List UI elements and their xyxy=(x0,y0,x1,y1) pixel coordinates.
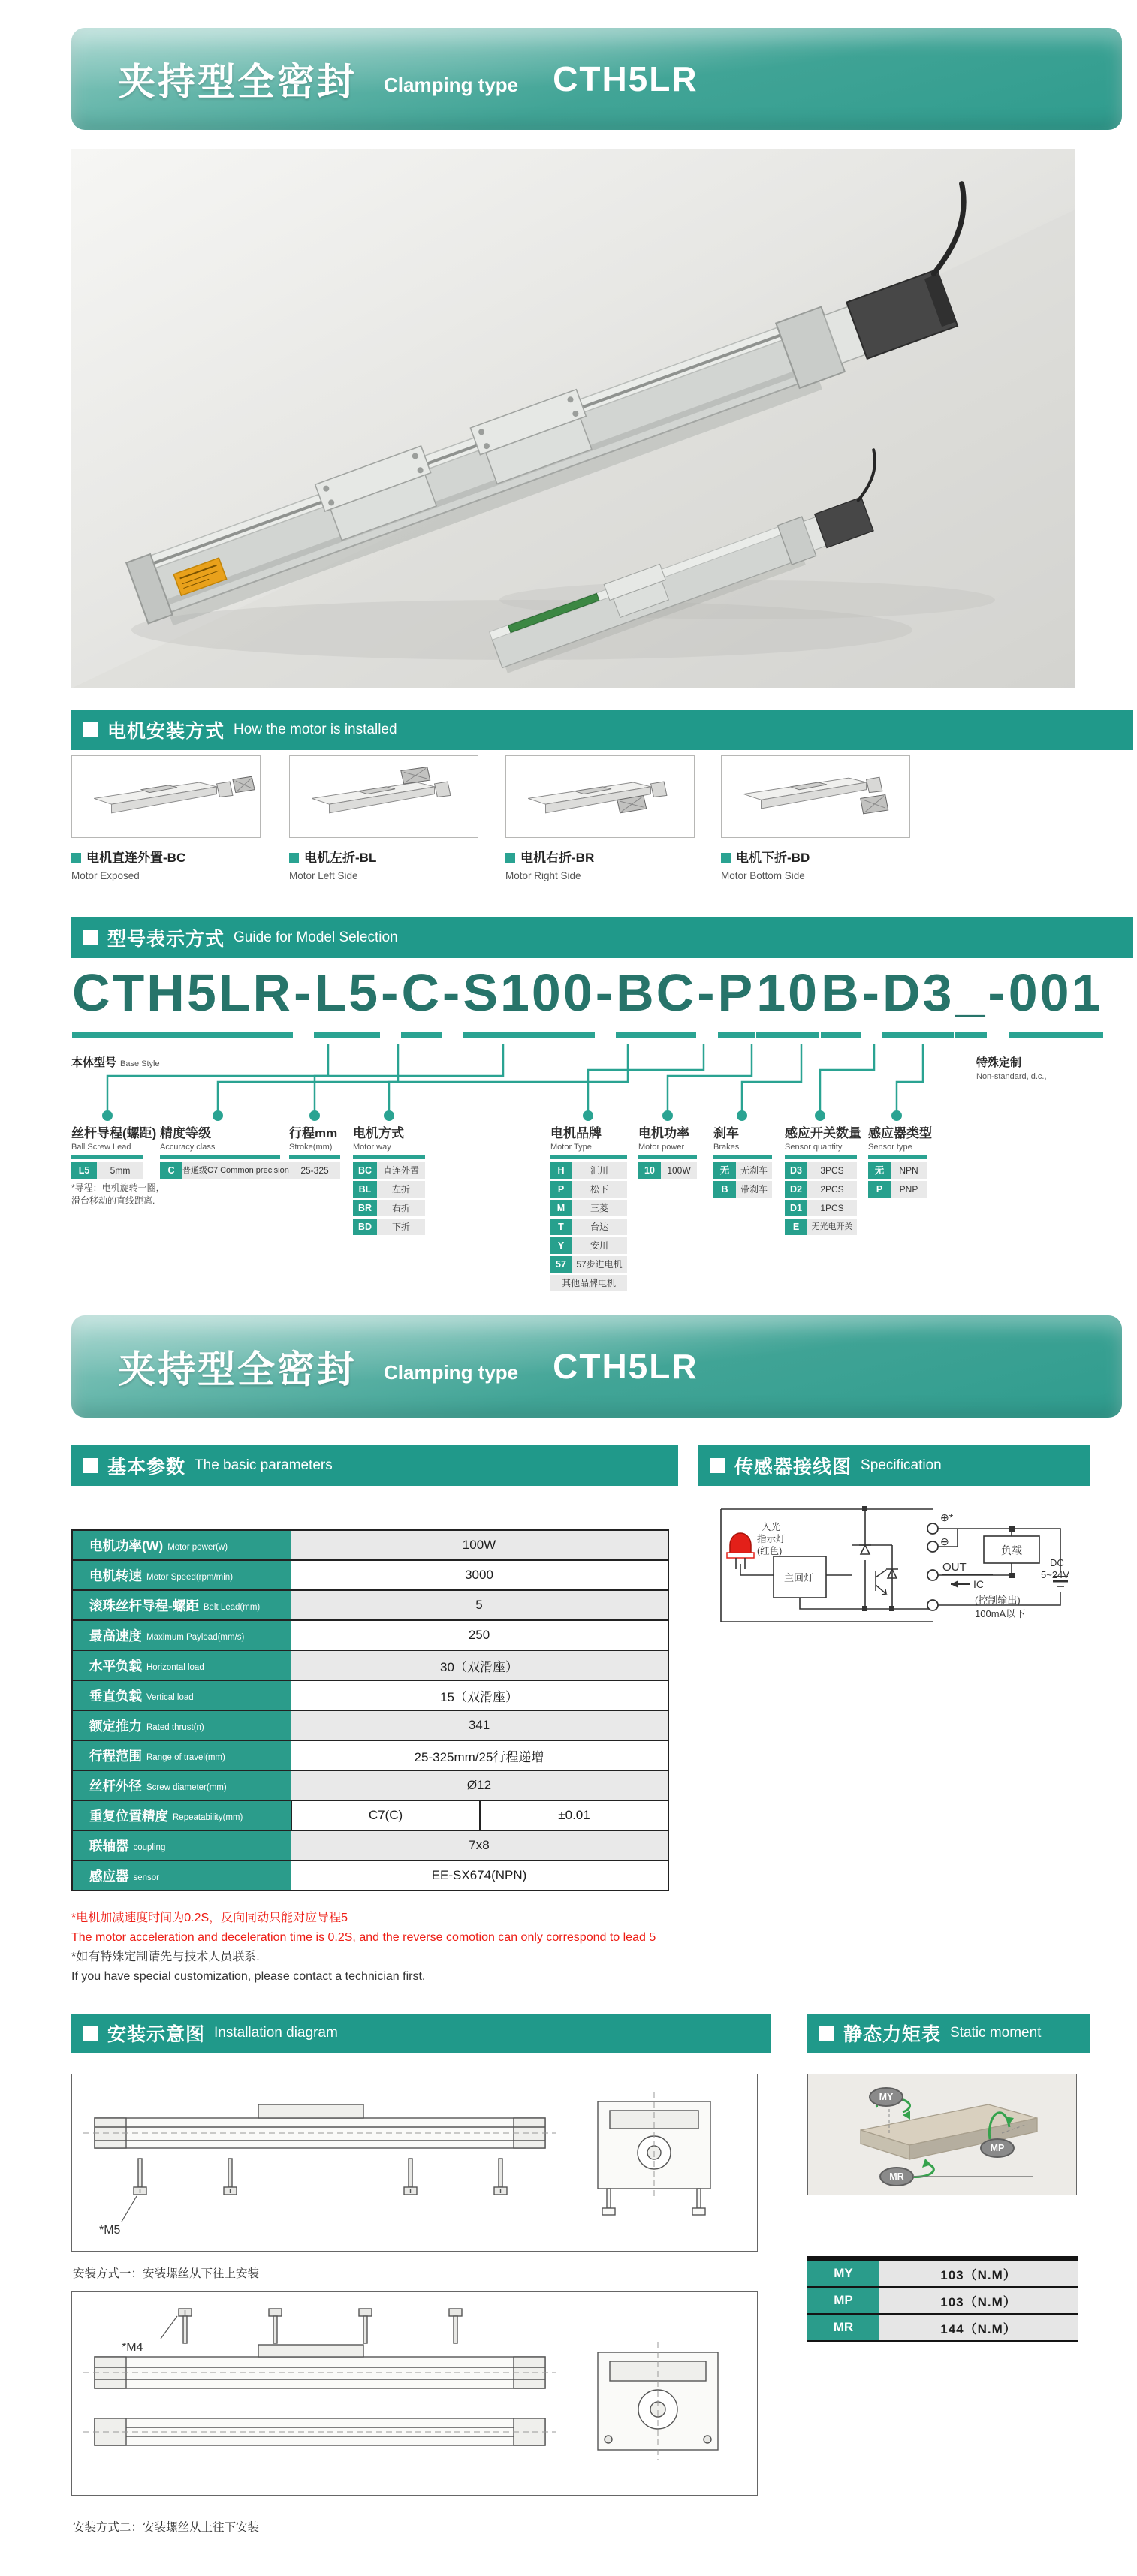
special-custom-cn: 特殊定制 xyxy=(976,1056,1022,1069)
code-seg-brand: P xyxy=(718,963,755,1038)
option-key: BR xyxy=(353,1200,377,1216)
moment-row-mr: MR 144（N.M） xyxy=(807,2315,1078,2342)
code-seg-power: 10 xyxy=(756,963,819,1038)
table-row: 最高速度 Maximum Payload(mm/s) 250 xyxy=(73,1621,668,1651)
group-sensor-qty xyxy=(785,1122,861,1237)
banner-type-en: Clamping type xyxy=(384,73,519,96)
group-rule xyxy=(550,1155,627,1159)
motor-way-card-br xyxy=(505,755,695,881)
section-title-en: Static moment xyxy=(950,2025,1042,2041)
option-key: Y xyxy=(550,1237,572,1254)
note-red-en: The motor acceleration and deceleration time is 0.2S, and the reverse comotion can only correspond to lead 5 xyxy=(71,1931,656,1944)
code-seg-sensortype: _ xyxy=(955,963,987,1038)
group-title-cn: 电机功率 xyxy=(638,1126,689,1140)
group-rule xyxy=(353,1155,425,1159)
static-moment-image xyxy=(807,2074,1077,2195)
option-key: BL xyxy=(353,1181,377,1198)
table-row: 电机转速 Motor Speed(rpm/min) 3000 xyxy=(73,1561,668,1591)
group-title-cn: 刹车 xyxy=(713,1126,739,1140)
option-key: M xyxy=(550,1200,572,1216)
group-stroke xyxy=(289,1122,340,1181)
code-separator: - xyxy=(595,963,616,1022)
option-value: 57步进电机 xyxy=(572,1256,627,1273)
led-label-2: 指示灯 xyxy=(757,1534,786,1544)
motor-way-card-bl xyxy=(289,755,478,881)
table-row-repeatability: 重复位置精度 Repeatability(mm) C7(C) ±0.01 xyxy=(73,1801,668,1831)
ic-label: IC xyxy=(973,1578,984,1590)
option-value: 带刹车 xyxy=(736,1181,772,1198)
group-title-en: Motor way xyxy=(353,1143,391,1152)
option-value: 3PCS xyxy=(807,1162,857,1179)
section-title-cn: 静态力矩表 xyxy=(843,2024,942,2045)
option-key: P xyxy=(550,1181,572,1198)
code-seg-accuracy: C xyxy=(401,963,442,1038)
section-square-icon xyxy=(83,722,98,737)
code-seg-motorway: BC xyxy=(616,963,696,1038)
main-circuit-label: 主回灯 xyxy=(784,1572,814,1583)
installation-box-2 xyxy=(71,2291,758,2496)
option-value: 1PCS xyxy=(807,1200,857,1216)
section-title-en: How the motor is installed xyxy=(234,722,397,737)
plus-terminal-label: ⊕* xyxy=(940,1511,954,1523)
group-accuracy xyxy=(160,1122,289,1181)
motor-way-card-bd xyxy=(721,755,910,881)
group-title-en: Stroke(mm) xyxy=(289,1143,333,1152)
group-rule xyxy=(160,1155,280,1159)
installation-drawing-2 xyxy=(72,2292,757,2495)
option-value: PNP xyxy=(891,1181,927,1198)
option-value: 三菱 xyxy=(572,1200,627,1216)
led-label-1: 入光 xyxy=(762,1522,781,1532)
banner-model: CTH5LR xyxy=(553,59,698,98)
table-row: 滚珠丝杆导程-螺距 Belt Lead(mm) 5 xyxy=(73,1591,668,1621)
option-value: 右折 xyxy=(377,1200,425,1216)
code-seg-brake: B xyxy=(821,963,861,1038)
base-style-label xyxy=(71,1054,160,1070)
option-key: 57 xyxy=(550,1256,572,1273)
group-title-cn: 感应开关数量 xyxy=(785,1126,861,1140)
table-row: 感应器 sensor EE-SX674(NPN) xyxy=(73,1861,668,1890)
out-label: OUT xyxy=(942,1561,967,1574)
option-key: D3 xyxy=(785,1162,807,1179)
section-title-en: Installation diagram xyxy=(214,2025,338,2041)
group-sensor-type xyxy=(868,1122,932,1200)
motor-way-label-en: Motor Exposed xyxy=(71,870,140,881)
motor-bd-drawing xyxy=(722,756,907,835)
section-square-icon xyxy=(83,1458,98,1473)
section-title-en: Guide for Model Selection xyxy=(234,929,398,945)
group-motor-way xyxy=(353,1122,425,1237)
footnotes xyxy=(71,1909,1123,1987)
base-style-cn: 本体型号 xyxy=(71,1056,117,1069)
m4-screw-label: *M4 xyxy=(122,2341,143,2354)
badge-mp: MP xyxy=(990,2143,1005,2153)
installation-box-1 xyxy=(71,2074,758,2252)
group-title-en: Brakes xyxy=(713,1143,740,1152)
code-seg-sensorqty: D3 xyxy=(882,963,954,1038)
option-value: 汇川 xyxy=(572,1162,627,1179)
option-key: P xyxy=(868,1181,891,1198)
table-row: 额定推力 Rated thrust(n) 341 xyxy=(73,1711,668,1741)
option-key: L5 xyxy=(71,1162,97,1179)
note-black-cn: *如有特殊定制请先与技术人员联系. xyxy=(71,1951,260,1963)
motor-way-label-cn: 电机下折-BD xyxy=(736,851,810,865)
code-seg-base: CTH5LR xyxy=(72,963,293,1038)
installation-caption-1: 安装方式一：安装螺丝从下往上安装 xyxy=(73,2267,260,2280)
group-rule xyxy=(713,1155,772,1159)
product-photo-drawing xyxy=(71,149,1075,688)
code-separator: - xyxy=(294,963,314,1022)
option-value: NPN xyxy=(891,1162,927,1179)
minus-terminal-label: ⊖ xyxy=(940,1535,949,1547)
option-key: D2 xyxy=(785,1181,807,1198)
caption-square-icon xyxy=(505,853,515,863)
group-title-en: Accuracy class xyxy=(160,1143,216,1152)
motor-way-label-en: Motor Bottom Side xyxy=(721,870,805,881)
section-basic-params xyxy=(71,1445,678,1486)
option-value: 普通级C7 Common precision xyxy=(182,1162,289,1179)
group-title-en: Sensor type xyxy=(868,1143,912,1152)
section-title-cn: 安装示意图 xyxy=(107,2024,206,2045)
installation-drawing-1 xyxy=(72,2074,757,2251)
option-key: 无 xyxy=(868,1162,891,1179)
code-seg-lead: L5 xyxy=(314,963,380,1038)
note-red-cn: *电机加减速度时间为0.2S，反向同动只能对应导程5 xyxy=(71,1912,348,1924)
caption-square-icon xyxy=(71,853,81,863)
lead-note: *导程：电机旋转一圈， 滑台移动的直线距离. xyxy=(71,1183,165,1206)
option-key: H xyxy=(550,1162,572,1179)
section-title-cn: 传感器接线图 xyxy=(734,1457,852,1478)
table-row: 行程范围 Range of travel(mm) 25-325mm/25行程递增 xyxy=(73,1741,668,1771)
option-value: 松下 xyxy=(572,1181,627,1198)
code-separator: - xyxy=(861,963,882,1022)
code-separator: - xyxy=(988,963,1008,1022)
option-value: 2PCS xyxy=(807,1181,857,1198)
moment-row-mp: MP 103（N.M） xyxy=(807,2288,1078,2315)
option-value: 台达 xyxy=(572,1219,627,1235)
option-value: 5mm xyxy=(97,1162,143,1179)
banner-model: CTH5LR xyxy=(553,1347,698,1386)
option-value: 无刹车 xyxy=(736,1162,772,1179)
group-title-cn: 精度等级 xyxy=(160,1126,211,1140)
product-photo xyxy=(71,149,1075,688)
table-row: 联轴器 coupling 7x8 xyxy=(73,1831,668,1861)
moment-row-my: MY 103（N.M） xyxy=(807,2261,1078,2288)
group-brakes xyxy=(713,1122,772,1200)
caption-square-icon xyxy=(289,853,299,863)
led-label-3: (红色) xyxy=(757,1546,783,1556)
option-key: 10 xyxy=(638,1162,661,1179)
option-key: B xyxy=(713,1181,736,1198)
group-rule xyxy=(868,1155,927,1159)
model-code-connectors xyxy=(0,965,1137,1126)
section-square-icon xyxy=(710,1458,725,1473)
base-style-en: Base Style xyxy=(120,1059,160,1068)
option-value: 无光电开关 xyxy=(807,1219,857,1235)
group-rule xyxy=(638,1155,697,1159)
caption-square-icon xyxy=(721,853,731,863)
section-installation xyxy=(71,2014,771,2053)
load-label: 负载 xyxy=(1001,1544,1022,1556)
section-title-en: Specification xyxy=(861,1457,942,1473)
option-value: 下折 xyxy=(377,1219,425,1235)
group-title-cn: 丝杆导程(螺距) xyxy=(71,1126,157,1140)
motor-bc-drawing xyxy=(72,756,258,835)
table-row: 水平负载 Horizontal load 30（双滑座） xyxy=(73,1651,668,1681)
basic-params-table xyxy=(71,1529,669,1891)
section-title-cn: 型号表示方式 xyxy=(107,929,225,950)
group-title-cn: 电机品牌 xyxy=(550,1126,602,1140)
section-title-cn: 电机安装方式 xyxy=(107,721,225,742)
code-separator: - xyxy=(697,963,717,1022)
code-seg-special: 001 xyxy=(1009,963,1103,1038)
m5-screw-label: *M5 xyxy=(99,2224,121,2237)
table-row: 电机功率(W) Motor power(w) 100W xyxy=(73,1531,668,1561)
group-title-en: Motor Type xyxy=(550,1143,592,1152)
group-title-cn: 感应器类型 xyxy=(868,1126,932,1140)
second-banner xyxy=(71,1315,1122,1418)
option-value: 左折 xyxy=(377,1181,425,1198)
code-separator: - xyxy=(442,963,463,1022)
motor-way-label-en: Motor Right Side xyxy=(505,870,581,881)
option-value-footer: 其他品牌电机 xyxy=(550,1275,627,1291)
group-title-cn: 电机方式 xyxy=(353,1126,404,1140)
section-title-cn: 基本参数 xyxy=(107,1457,186,1478)
option-value: 25-325 xyxy=(289,1162,340,1179)
option-value: 100W xyxy=(661,1162,697,1179)
group-title-en: Ball Screw Lead xyxy=(71,1143,131,1152)
section-square-icon xyxy=(83,2026,98,2041)
led-indicator-icon xyxy=(727,1533,754,1569)
special-custom-en: Non-standard, d.c., xyxy=(976,1072,1047,1081)
section-sensor-wiring xyxy=(698,1445,1090,1486)
motor-way-label-cn: 电机直连外置-BC xyxy=(86,851,186,865)
option-key: D1 xyxy=(785,1200,807,1216)
section-model-selection xyxy=(71,917,1133,958)
section-static-moment xyxy=(807,2014,1090,2053)
motor-bl-drawing xyxy=(290,756,475,835)
model-option-groups xyxy=(0,1122,1137,1318)
option-key: T xyxy=(550,1219,572,1235)
banner-type-en: Clamping type xyxy=(384,1360,519,1384)
banner-title-cn: 夹持型全密封 xyxy=(118,1348,357,1390)
current-limit-label: 100mA以下 xyxy=(975,1608,1026,1619)
section-motor-install xyxy=(71,710,1133,750)
group-title-en: Sensor quantity xyxy=(785,1143,843,1152)
option-key: BC xyxy=(353,1162,377,1179)
code-separator: - xyxy=(381,963,401,1022)
dc-voltage-label: 5~24V xyxy=(1041,1569,1069,1580)
option-key: C xyxy=(160,1162,182,1179)
group-rule xyxy=(785,1155,857,1159)
group-title-en: Motor power xyxy=(638,1143,685,1152)
option-key: E xyxy=(785,1219,807,1235)
table-row: 丝杆外径 Screw diameter(mm) Ø12 xyxy=(73,1771,668,1801)
special-custom-label xyxy=(976,1054,1089,1081)
banner-title-cn: 夹持型全密封 xyxy=(118,61,357,103)
installation-caption-2: 安装方式二：安装螺丝从上往下安装 xyxy=(73,2521,260,2534)
code-seg-stroke: S100 xyxy=(463,963,594,1038)
section-title-en: The basic parameters xyxy=(195,1457,333,1473)
table-row: 垂直负载 Vertical load 15（双滑座） xyxy=(73,1681,668,1711)
motor-br-drawing xyxy=(506,756,692,835)
top-banner xyxy=(71,28,1122,130)
group-rule xyxy=(289,1155,340,1159)
option-value: 安川 xyxy=(572,1237,627,1254)
badge-mr: MR xyxy=(889,2171,904,2182)
note-black-en: If you have special customization, please contact a technician first. xyxy=(71,1970,426,1983)
option-key: BD xyxy=(353,1219,377,1235)
option-value: 直连外置 xyxy=(377,1162,425,1179)
option-key: 无 xyxy=(713,1162,736,1179)
motor-way-label-en: Motor Left Side xyxy=(289,870,358,881)
sensor-wiring-diagram xyxy=(698,1500,1081,1647)
group-rule xyxy=(71,1155,143,1159)
motor-way-label-cn: 电机左折-BL xyxy=(304,851,377,865)
static-moment-drawing xyxy=(808,2074,1076,2195)
badge-my: MY xyxy=(879,2092,894,2102)
dc-label: DC xyxy=(1050,1557,1064,1568)
motor-way-label-cn: 电机右折-BR xyxy=(520,851,595,865)
group-motor-power xyxy=(638,1122,697,1181)
static-moment-table xyxy=(807,2256,1078,2342)
section-square-icon xyxy=(819,2026,834,2041)
section-square-icon xyxy=(83,930,98,945)
group-title-cn: 行程mm xyxy=(289,1126,338,1140)
motor-way-card-bc xyxy=(71,755,261,881)
control-output-label: (控制输出) xyxy=(975,1595,1021,1606)
group-motor-brand xyxy=(550,1122,627,1294)
